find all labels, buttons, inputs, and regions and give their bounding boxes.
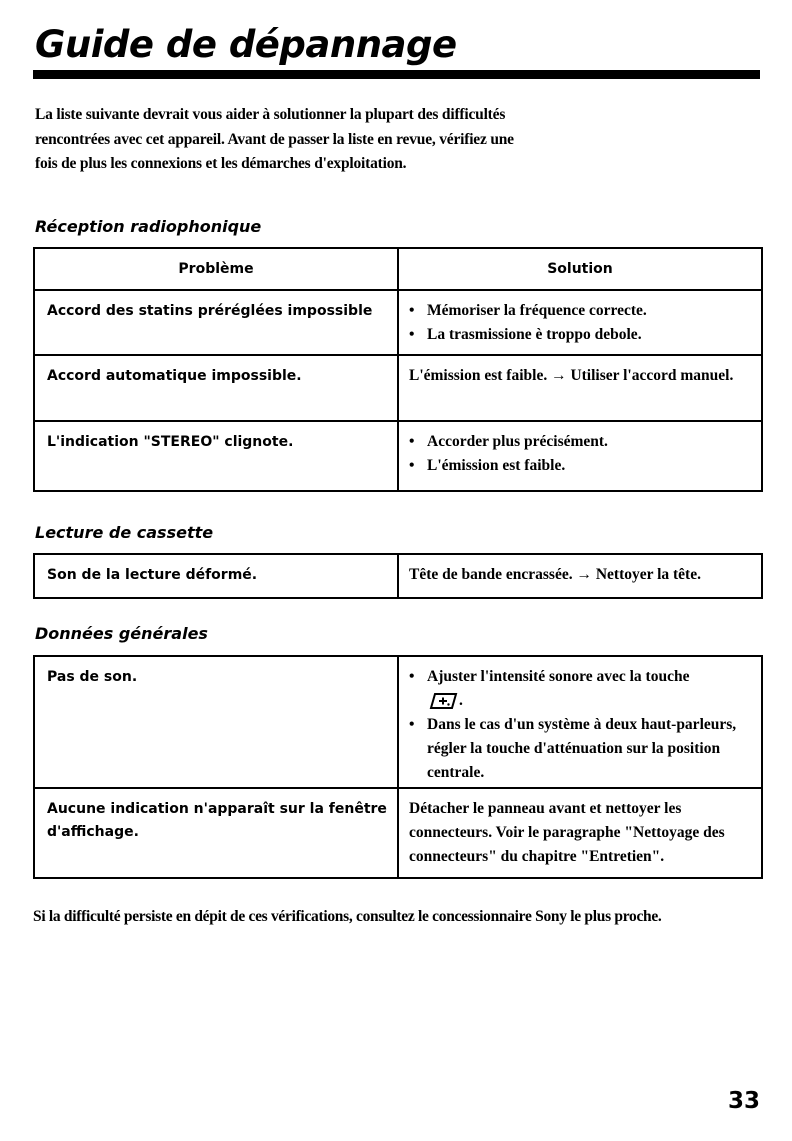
header-problem: Problème [34,248,398,290]
header-solution: Solution [398,248,762,290]
problem-cell: Accord automatique impossible. [34,355,398,421]
solution-cell: Détacher le panneau avant et nettoyer les connecteurs. Voir le paragraphe "Nettoyage des connecteurs" du chapitre "Entretien". [398,788,762,878]
table-row [34,656,762,788]
solution-bullet: • Dans le cas d'un système à deux haut-parleurs, régler la touche d'atténuation sur la position centrale. [409,713,753,785]
title-rule [33,70,760,79]
key-trailing-period: . [459,692,463,709]
table-header-row [34,248,762,290]
problem-cell: Pas de son. [34,656,398,788]
intro-paragraph: La liste suivante devrait vous aider à solutionner la plupart des difficultés rencontrées avec cet appareil. Avant de passer la liste en revue, vérifiez une fois de plus les connexions et les démarches d'exploitation. [35,106,514,172]
table-row [34,788,762,878]
section-heading-general: Données générales [35,624,208,643]
solution-bullet: • L'émission est faible. [409,454,753,478]
solution-bullet-text: Ajuster l'intensité sonore avec la touche [427,668,690,685]
problem-cell: Accord des statins préréglées impossible [34,290,398,355]
solution-bullet: • La trasmissione è troppo debole. [409,323,753,347]
cassette-table [33,553,763,599]
table-row [34,355,762,421]
page-number: 33 [727,1088,760,1114]
solution-bullet: • Accorder plus précisément. [409,430,753,454]
solution-cell: L'émission est faible. → Utiliser l'accord manuel. [398,355,762,421]
section-heading-cassette: Lecture de cassette [35,523,214,542]
table-row [34,421,762,491]
solution-bullet: • Mémoriser la fréquence correcte. [409,299,753,323]
solution-cell [398,421,762,491]
table-row [34,554,762,598]
problem-cell: Aucune indication n'apparaît sur la fenêtre d'affichage. [34,788,398,878]
table-row [34,290,762,355]
solution-cell [398,290,762,355]
general-table [33,655,763,879]
page-title: Guide de dépannage [35,23,457,66]
volume-plus-key-icon [427,692,459,710]
solution-cell [398,656,762,788]
problem-cell: Son de la lecture déformé. [34,554,398,598]
solution-bullet [409,665,753,713]
radio-table [33,247,763,492]
solution-cell: Tête de bande encrassée. → Nettoyer la tête. [398,554,762,598]
section-heading-radio: Réception radiophonique [35,217,262,236]
closing-paragraph: Si la difficulté persiste en dépit de ces vérifications, consultez le concessionnaire Sony le plus proche. [33,908,662,925]
problem-cell: L'indication "STEREO" clignote. [34,421,398,491]
